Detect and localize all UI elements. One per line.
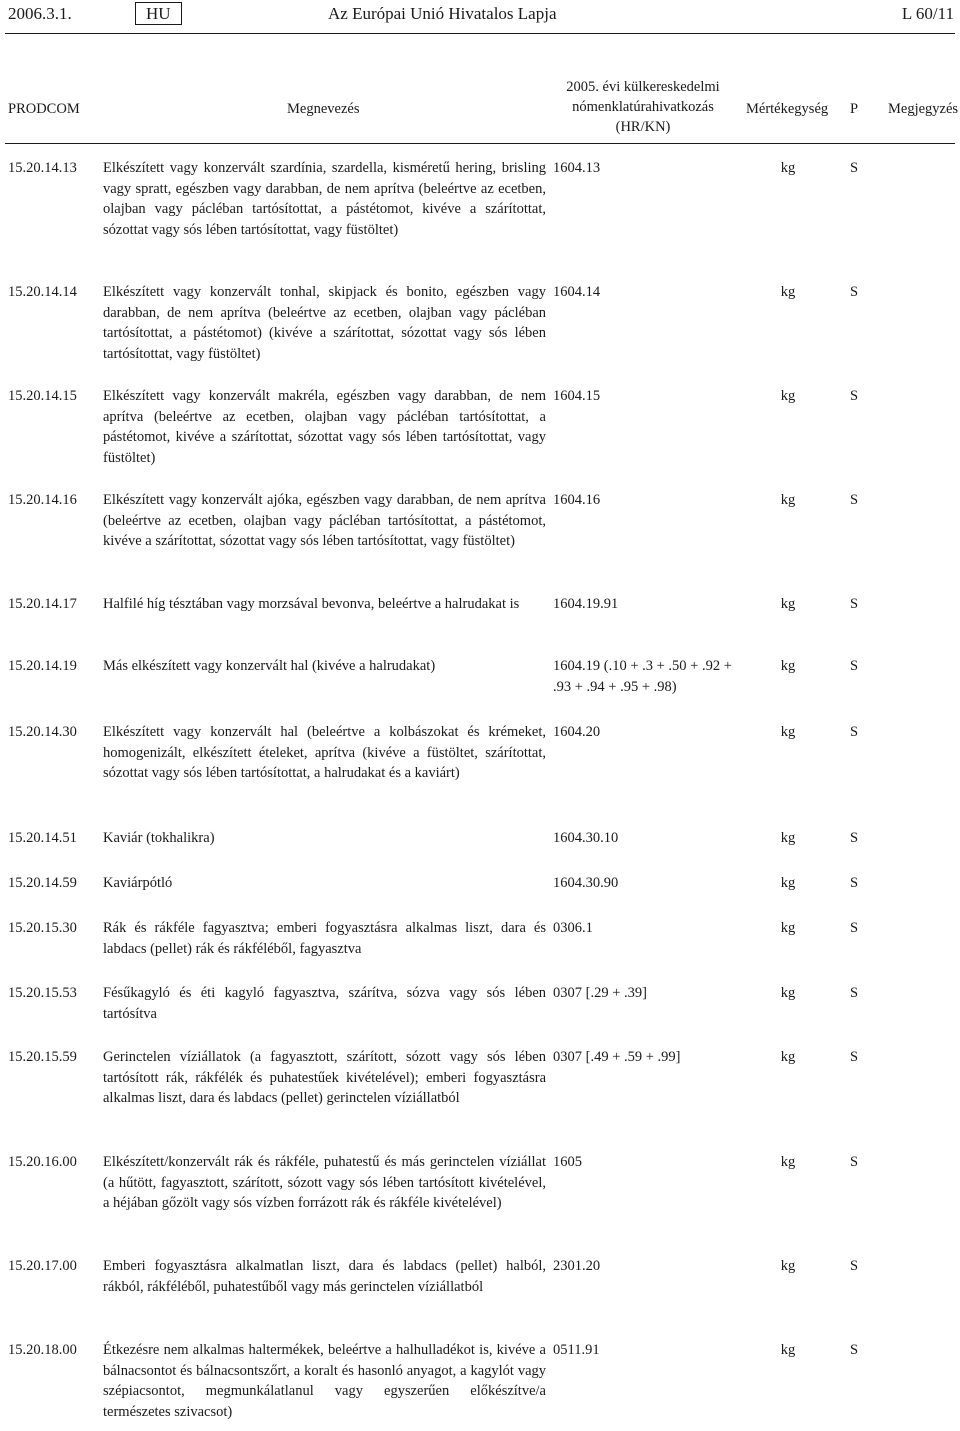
product-description: Fésűkagyló és éti kagyló fagyasztva, szárítva, sózva vagy sós lében tartósítva <box>103 985 546 1022</box>
p-value: S <box>850 1154 859 1170</box>
nomenclature-code: 1605 <box>553 1154 582 1170</box>
product-description: Halfilé híg tésztában vagy morzsával bevonva, beleértve a halrudakat is <box>103 596 520 612</box>
column-header-description: Megnevezés <box>287 101 360 117</box>
nomenclature-code: 2301.20 <box>553 1258 601 1274</box>
product-description: Emberi fogyasztásra alkalmatlan liszt, dara és labdacs (pellet) halból, rákból, rákféléből, puhatestűből vagy más gerinctelen víziállatból <box>103 1258 546 1295</box>
p-value: S <box>850 1342 859 1358</box>
prodcom-code: 15.20.14.19 <box>8 658 77 674</box>
unit-value: kg <box>780 284 796 300</box>
publication-date: 2006.3.1. <box>8 4 72 23</box>
product-description: Étkezésre nem alkalmas haltermékek, beleértve a halhulladékot is, kivéve a bálnacsontot és bálnacsontszőrt, a koralt és hasonló anyagot, a kagylót vagy szépiacsontot, megmunkálatlanul vagy egyszerűen előkészítve/a természetes szivacsot) <box>103 1342 546 1420</box>
p-value: S <box>850 160 859 176</box>
unit-value: kg <box>780 596 796 612</box>
prodcom-code: 15.20.14.51 <box>8 830 77 846</box>
product-description: Gerinctelen víziállatok (a fagyasztott, szárított, sózott vagy sós lében tartósított rák, rákfélék és puhatestűek kivételével); emberi fogyasztásra alkalmas liszt, dara és labdacs (pellet) gerinctelen víziállatból <box>103 1049 546 1106</box>
prodcom-code: 15.20.16.00 <box>8 1154 77 1170</box>
nomenclature-code: 0307 [.49 + .59 + .99] <box>553 1049 681 1065</box>
p-value: S <box>850 724 859 740</box>
unit-value: kg <box>780 875 796 891</box>
prodcom-code: 15.20.14.17 <box>8 596 77 612</box>
p-value: S <box>850 1258 859 1274</box>
nomenclature-code: 1604.30.10 <box>553 830 619 846</box>
header-divider <box>5 33 955 34</box>
prodcom-code: 15.20.15.30 <box>8 920 77 936</box>
unit-value: kg <box>780 724 796 740</box>
language-badge: HU <box>135 2 182 25</box>
prodcom-code: 15.20.14.16 <box>8 492 77 508</box>
unit-value: kg <box>780 1154 796 1170</box>
product-description: Kaviárpótló <box>103 875 173 891</box>
nomenclature-code: 1604.20 <box>553 724 601 740</box>
unit-value: kg <box>780 1049 796 1065</box>
p-value: S <box>850 830 859 846</box>
p-value: S <box>850 1049 859 1065</box>
column-header-nomenclature: 2005. évi külkereskedelmi nómenklatúrahivatkozás (HR/KN) <box>566 79 720 135</box>
prodcom-code: 15.20.14.13 <box>8 160 77 176</box>
journal-title: Az Európai Unió Hivatalos Lapja <box>328 4 557 23</box>
unit-value: kg <box>780 388 796 404</box>
nomenclature-code: 1604.14 <box>553 284 601 300</box>
product-description: Rák és rákféle fagyasztva; emberi fogyasztásra alkalmas liszt, dara és labdacs (pellet) rák és rákféléből, fagyasztva <box>103 920 546 957</box>
p-value: S <box>850 875 859 891</box>
unit-value: kg <box>780 920 796 936</box>
nomenclature-code: 1604.19.91 <box>553 596 619 612</box>
p-value: S <box>850 596 859 612</box>
prodcom-code: 15.20.15.53 <box>8 985 77 1001</box>
prodcom-code: 15.20.18.00 <box>8 1342 77 1358</box>
product-description: Elkészített vagy konzervált hal (beleértve a kolbászokat és krémeket, homogenizált, elkészített ételeket, aprítva (kivéve a füstöltet, szárítottat, sózottat vagy sós lében tartósítottat, a halrudakat és a kaviárt) <box>103 724 546 781</box>
product-description: Elkészített/konzervált rák és rákféle, puhatestű és más gerinctelen víziállat (a hűtött, fagyasztott, szárított, sózott vagy sós lében tartósított kivételével, a héjában gőzölt vagy sós vízben forrázott rák és rákféle kivételével) <box>103 1154 546 1211</box>
p-value: S <box>850 492 859 508</box>
prodcom-code: 15.20.14.15 <box>8 388 77 404</box>
unit-value: kg <box>780 492 796 508</box>
p-value: S <box>850 284 859 300</box>
p-value: S <box>850 388 859 404</box>
product-description: Elkészített vagy konzervált ajóka, egészben vagy darabban, de nem aprítva (beleértve az ecetben, olajban vagy pácléban tartósítottat, a pástétomot, kivéve a szárítottat, sózottat vagy sós lében tartósítottat, vagy füstöltet) <box>103 492 546 549</box>
p-value: S <box>850 985 859 1001</box>
unit-value: kg <box>780 160 796 176</box>
prodcom-code: 15.20.14.14 <box>8 284 77 300</box>
prodcom-code: 15.20.14.59 <box>8 875 77 891</box>
nomenclature-code: 1604.19 (.10 + .3 + .50 + .92 + .93 + .94 + .95 + .98) <box>553 658 732 695</box>
nomenclature-code: 0511.91 <box>553 1342 600 1358</box>
p-value: S <box>850 920 859 936</box>
unit-value: kg <box>780 830 796 846</box>
p-value: S <box>850 658 859 674</box>
unit-value: kg <box>780 985 796 1001</box>
column-header-note: Megjegyzés <box>888 101 959 117</box>
nomenclature-code: 1604.30.90 <box>553 875 619 891</box>
nomenclature-code: 1604.13 <box>553 160 601 176</box>
column-header-prodcom: PRODCOM <box>8 101 80 117</box>
column-header-unit: Mértékegység <box>746 101 829 117</box>
prodcom-code: 15.20.17.00 <box>8 1258 77 1274</box>
unit-value: kg <box>780 1258 796 1274</box>
unit-value: kg <box>780 658 796 674</box>
nomenclature-code: 1604.15 <box>553 388 601 404</box>
table-header-divider <box>5 143 955 144</box>
page-header <box>0 0 960 26</box>
product-description: Más elkészített vagy konzervált hal (kivéve a halrudakat) <box>103 658 436 674</box>
page-number: L 60/11 <box>901 4 954 23</box>
prodcom-code: 15.20.14.30 <box>8 724 77 740</box>
nomenclature-code: 0307 [.29 + .39] <box>553 985 647 1001</box>
product-description: Elkészített vagy konzervált makréla, egészben vagy darabban, de nem aprítva (beleértve az ecetben, olajban vagy pácléban tartósítottat, a pástétomot, kivéve a szárítottat, sózottat vagy sós lében tartósítottat, vagy füstöltet) <box>103 388 546 466</box>
nomenclature-code: 0306.1 <box>553 920 593 936</box>
column-header-p: P <box>850 101 859 117</box>
prodcom-code: 15.20.15.59 <box>8 1049 77 1065</box>
product-description: Kaviár (tokhalikra) <box>103 830 215 846</box>
nomenclature-code: 1604.16 <box>553 492 601 508</box>
product-description: Elkészített vagy konzervált szardínia, szardella, kisméretű hering, brisling vagy spratt, egészben vagy darabban, de nem aprítva (beleértve az ecetben, olajban vagy pácléban tartósítottat, a pástétomot, kivéve a szárítottat, sózottat vagy sós lében tartósítottat, vagy füstöltet) <box>103 160 546 238</box>
unit-value: kg <box>780 1342 796 1358</box>
product-description: Elkészített vagy konzervált tonhal, skipjack és bonito, egészben vagy darabban, de nem aprítva (beleértve az ecetben, olajban vagy pácléban tartósítottat, a pástétomot) (kivéve a szárítottat, sózottat vagy sós lében tartósítottat, vagy füstöltet) <box>103 284 546 362</box>
